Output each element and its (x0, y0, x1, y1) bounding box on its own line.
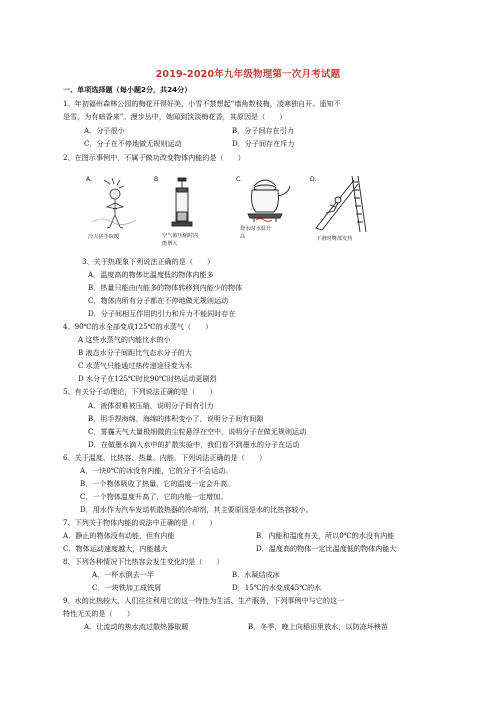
q6-option-c: C．一个物体温度升高了，它的内能一定增加。 (80, 492, 228, 501)
q4-option-b: B 液态水分子间距比气态水分子的大 (78, 348, 192, 357)
q9-option-a: A．让流动的热水流过散热器取暖 (84, 622, 189, 631)
q9-stem-line2: 特性无关的是（ ） (63, 609, 134, 618)
q7-stem: 7、下列关于物体内能的说法中正确的是（ ） (63, 518, 217, 527)
q1-stem-line2: 是雪，为有暗香来”。漫步丛中，她闻到淡淡梅花香，其原因是（ ） (63, 112, 287, 121)
q5-option-d: D．在做墨水滴入水中的扩散实验中，我们看不到墨水的分子在运动 (88, 440, 300, 449)
q8-option-a: A．一杯水倒去一半 (92, 570, 154, 579)
q2-figures (84, 172, 374, 250)
figure-a (84, 172, 146, 250)
figure-c-label-line2: 高 (240, 234, 246, 240)
figure-c-label-line1: 烧水时水温升 (240, 226, 272, 232)
figure-b (152, 172, 212, 250)
q5-stem: 5、有关分子动理论，下列说法正确的是（ ） (63, 387, 217, 396)
q8-option-c: C．一块铁加工成铁屑 (92, 583, 162, 592)
q7-option-a: A．静止的物体没有动能，但有内能 (63, 531, 175, 540)
q5-option-c: C．雾霾天气大量极细微的尘粒悬浮在空中，说明分子在做无规则运动 (88, 427, 307, 436)
q1-option-b: B．分子间存在引力 (232, 126, 294, 135)
figure-b-label-line1: 空气被压缩时内 (162, 233, 199, 239)
q4-option-d: D 水分子在125℃时比90℃时热运动更剧烈 (78, 374, 217, 383)
q7-option-d: D．温度高的物体一定比温度低的物体内能大 (256, 544, 397, 553)
q5-option-b: B．用手捏海绵，海绵的体积变小了，说明分子间有间隙 (88, 414, 264, 423)
q1-option-d: D．分子间存在斥力 (232, 139, 295, 148)
figure-d-label: 下滑时臀部发热 (316, 236, 353, 242)
q6-stem: 6、关于温度、比热容、热量、内能，下列说法正确的是（ ） (63, 453, 267, 462)
q7-option-c: C．物体运动速度越大，内能越大 (63, 544, 168, 553)
section-heading: 一、单项选择题（每小题2分，共24分） (63, 85, 192, 94)
q3-option-a: A．温度高的物体比温度低的物体内能多 (88, 270, 214, 279)
q9-option-b: B．冬季，晚上向稻田里放水，以防冻坏秧苗 (248, 622, 388, 631)
q4-stem: 4、90℃的水全部变成125℃的水蒸气（ ） (63, 322, 213, 331)
figure-a-label: 冷天搓手取暖 (88, 234, 120, 240)
q5-option-a: A．液体很难被压缩，说明分子间有引力 (88, 401, 214, 410)
q3-option-c: C．物体内所有分子都在不停地做无规则运动 (88, 296, 229, 305)
q6-option-a: A．一块0℃的冰没有内能，它的分子不会运动。 (80, 466, 233, 475)
q8-stem: 8、下列各种情况下比热容会发生变化的是（ ） (63, 557, 224, 566)
q1-option-c: C．分子在不停地做无规则运动 (84, 139, 182, 148)
q1-option-a: A．分子很小 (84, 126, 125, 135)
q8-option-b: B．水凝结成冰 (232, 570, 280, 579)
q7-option-b: B．内能和温度有关，所以0℃的水没有内能 (256, 531, 395, 540)
figure-d-tag: D． (310, 176, 321, 183)
q2-stem: 2、在图示事例中，不属于做功改变物体内能的是（ ） (63, 153, 245, 162)
q9-stem-line1: 9、水的比热较大，人们往往利用它的这一特性为生活、生产服务，下列事例中与它的这一 (63, 596, 345, 605)
figure-c (234, 172, 296, 250)
figure-b-label-line2: 能增大 (162, 241, 178, 247)
figure-d (308, 172, 374, 250)
figure-b-tag: B． (154, 176, 165, 183)
q4-option-c: C 水蒸气只能通过热传递途径变为水 (78, 361, 193, 370)
q3-option-b: B．热量只能由内能多的物体转移到内能少的物体 (88, 283, 243, 292)
q4-option-a: A 这些水蒸气的内能比水的小 (78, 335, 171, 344)
q8-option-d: D．15℃的水变成45℃的水 (232, 583, 322, 592)
figure-c-tag: C． (236, 176, 247, 183)
q6-option-d: D．用水作为汽车发动机散热器的冷却剂，其主要原因是水的比热容较小。 (80, 505, 313, 514)
q3-stem: 3、关于热现象下列说法正确的是（ ） (82, 257, 215, 266)
q3-option-d: D．分子间相互作用的引力和斥力不能同时存在 (88, 309, 236, 318)
q6-option-b: B．一个物体吸收了热量，它的温度一定会升高。 (80, 479, 235, 488)
figure-a-tag: A． (86, 176, 97, 183)
q1-stem-line1: 1、年初福州森林公园的梅花开得好美，小雪不禁想起“墙角数枝梅，凌寒独自开。遥知不 (63, 99, 341, 108)
page-title: 2019-2020年九年级物理第一次月考试题 (155, 69, 341, 80)
